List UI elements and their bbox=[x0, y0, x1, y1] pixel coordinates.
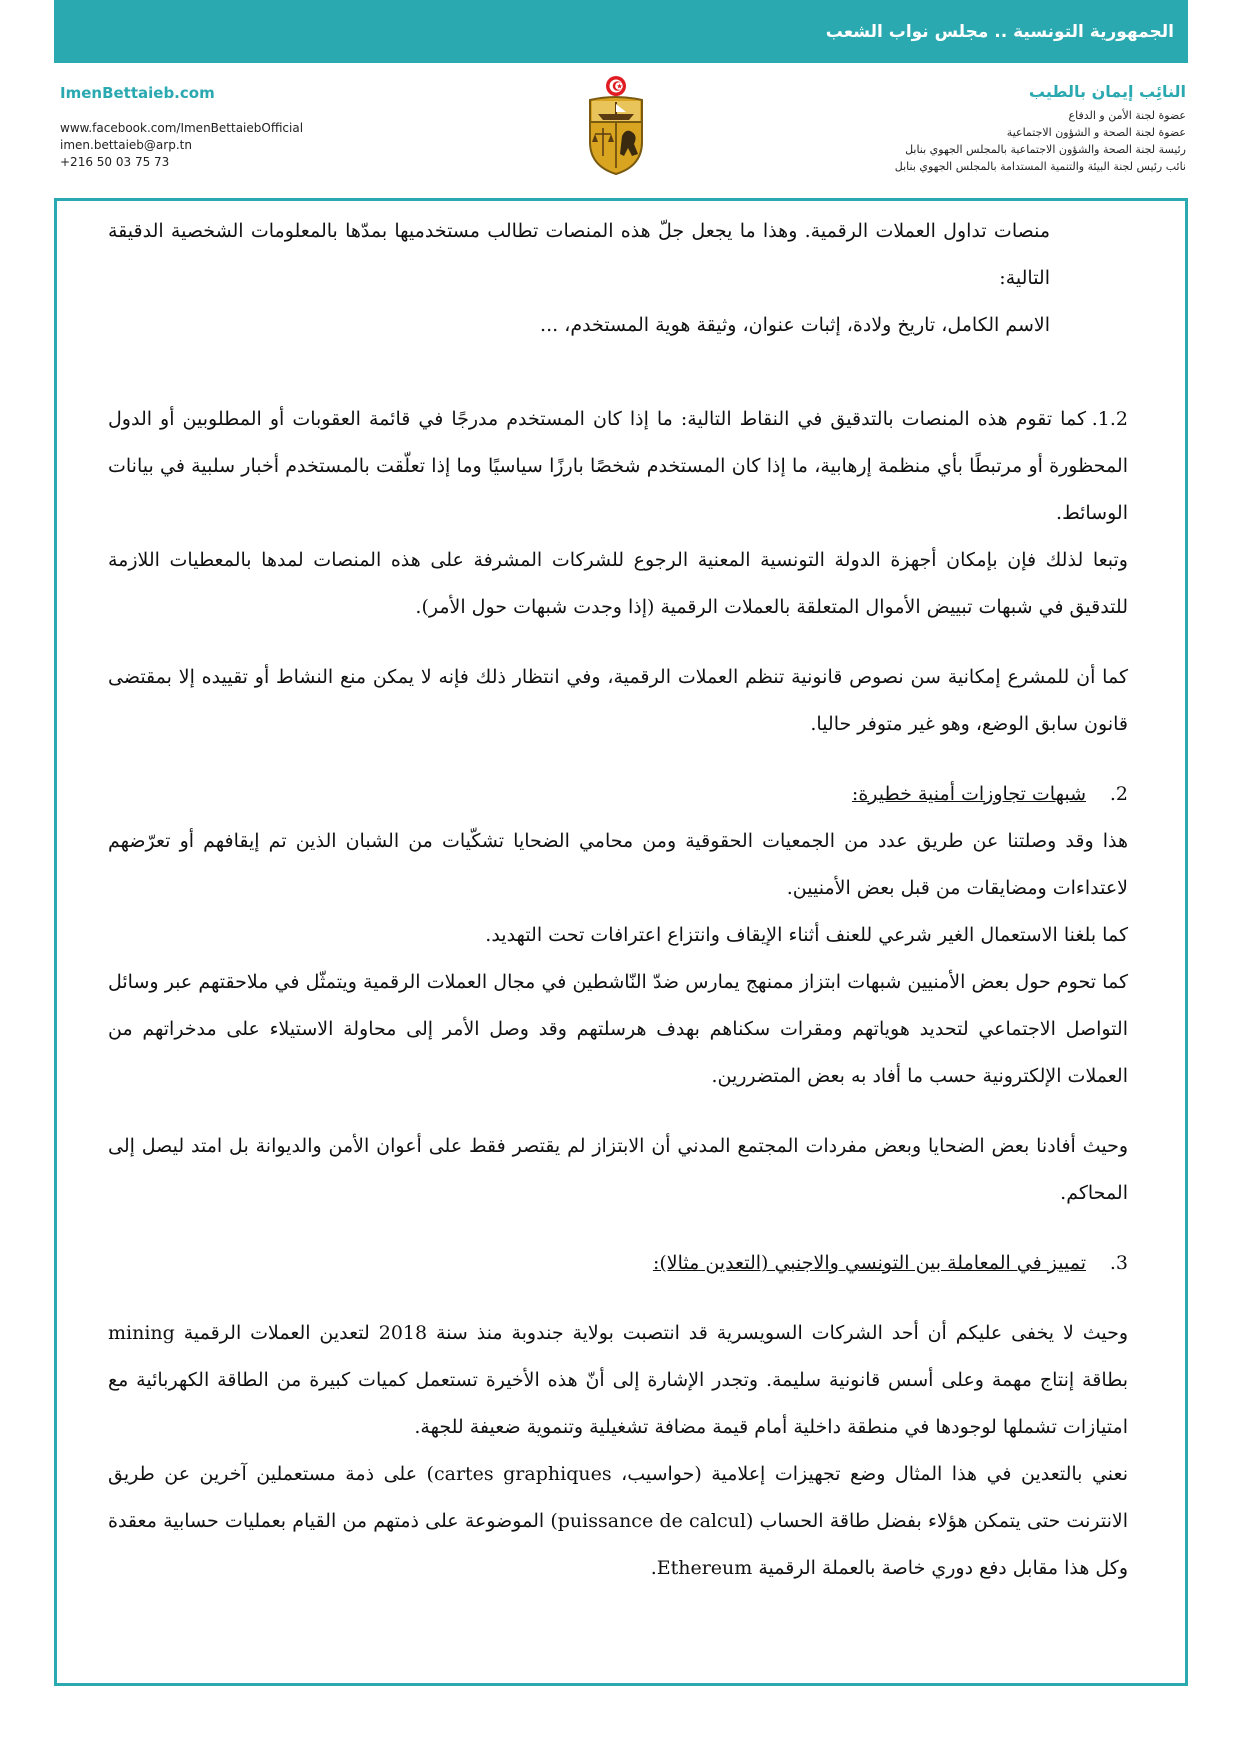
section-title: تمييز في المعاملة بين التونسي والاجنبي (التعدين مثالا): bbox=[652, 1252, 1086, 1274]
contact-block bbox=[60, 84, 420, 171]
deputy-block bbox=[746, 82, 1186, 175]
section-number: 2. bbox=[1109, 783, 1128, 805]
facebook-link[interactable]: www.facebook.com/ImenBettaiebOfficial bbox=[60, 121, 304, 135]
section-title: شبهات تجاوزات أمنية خطيرة: bbox=[851, 783, 1086, 805]
paragraph: الاسم الكامل، تاريخ ولادة، إثبات عنوان، وثيقة هوية المستخدم، ... bbox=[540, 314, 1050, 336]
tunisia-coat-of-arms-icon bbox=[584, 74, 648, 178]
deputy-role: نائب رئيس لجنة البيئة والتنمية المستدامة بالمجلس الجهوي بنابل bbox=[894, 160, 1186, 173]
paragraph: وحيث أفادنا بعض الضحايا وبعض مفردات المجتمع المدني أن الابتزاز لم يقتصر فقط على أعوان الأمن والديوانة بل امتد ليصل إلى المحاكم. bbox=[108, 1135, 1128, 1204]
deputy-name: النائِب إيمان بالطيب bbox=[1028, 82, 1186, 101]
section-number: 3. bbox=[1109, 1252, 1128, 1274]
paragraph: وتبعا لذلك فإن بإمكان أجهزة الدولة التونسية المعنية الرجوع للشركات المشرفة على هذه المنصات لمدها بالمعطيات اللازمة للتدقيق في شبهات تبييض الأموال المتعلقة بالعملات الرقمية (إذا وجدت شبهات حول الأمر). bbox=[108, 549, 1128, 618]
numbered-item bbox=[108, 396, 1128, 537]
deputy-role: رئيسة لجنة الصحة والشؤون الاجتماعية بالمجلس الجهوي بنابل bbox=[905, 143, 1186, 156]
banner-text: الجمهورية التونسية .. مجلس نواب الشعب bbox=[825, 21, 1174, 42]
paragraph: هذا وقد وصلتنا عن طريق عدد من الجمعيات الحقوقية ومن محامي الضحايا تشكّيات من الشبان الذين تم إيقافهم أو تعرّضهم لاعتداءات ومضايقات من قبل بعض الأمنيين. bbox=[108, 830, 1128, 899]
paragraph: كما تحوم حول بعض الأمنيين شبهات ابتزاز ممنهج يمارس ضدّ النّاشطين في مجال العملات الرقمية ويتمثّل في ملاحقتهم عبر وسائل التواصل الاجتماعي لتحديد هوياتهم ومقرات سكناهم بهدف هرسلتهم وقد وصل الأمر إلى محاولة الاستيلاء على مدخراتهم من العملات الإلكترونية حسب ما أفاد به بعض المتضررين. bbox=[108, 971, 1128, 1087]
paragraph: كما أن للمشرع إمكانية سن نصوص قانونية تنظم العملات الرقمية، وفي انتظار ذلك فإنه لا يمكن منع النشاط أو تقييده إلا بمقتضى قانون سابق الوضع، وهو غير متوفر حاليا. bbox=[108, 666, 1128, 735]
section-heading bbox=[108, 1240, 1128, 1287]
deputy-role: عضوة لجنة الأمن و الدفاع bbox=[1068, 109, 1186, 122]
paragraph: وحيث لا يخفى عليكم أن أحد الشركات السويسرية قد انتصبت بولاية جندوبة منذ سنة 2018 لتعدين العملات الرقمية mining بطاقة إنتاج مهمة وعلى أسس قانونية سليمة. وتجدر الإشارة إلى أنّ هذه الأخيرة تستعمل كميات كبيرة من الطاقة الكهربائية مع امتيازات تشملها لوجودها في منطقة داخلية أمام قيمة مضافة تشغيلية وتنموية ضعيفة للجهة. bbox=[108, 1322, 1128, 1438]
item-text: كما تقوم هذه المنصات بالتدقيق في النقاط التالية: ما إذا كان المستخدم مدرجًا في قائمة العقوبات أو المطلوبين أو الدول المحظورة أو مرتبطًا بأي منظمة إرهابية، ما إذا كان المستخدم شخصًا بارزًا سياسيًا وما إذا تعلّقت بالمستخدم أخبار سلبية في بيانات الوسائط. bbox=[108, 408, 1129, 524]
item-number: 1.2. bbox=[1091, 408, 1128, 430]
header-banner bbox=[54, 0, 1188, 63]
deputy-role: عضوة لجنة الصحة و الشؤون الاجتماعية bbox=[1006, 126, 1186, 139]
email-link[interactable]: imen.bettaieb@arp.tn bbox=[60, 138, 192, 152]
paragraph: نعني بالتعدين في هذا المثال وضع تجهيزات إعلامية (حواسيب، cartes graphiques) على ذمة مستعملين آخرين عن طريق الانترنت حتى يتمكن هؤلاء بفضل طاقة الحساب (puissance de calcul) الموضوعة على ذمتهم من القيام بعمليات حسابية معقدة وكل هذا مقابل دفع دوري خاصة بالعملة الرقمية Ethereum. bbox=[108, 1463, 1128, 1579]
paragraph: منصات تداول العملات الرقمية. وهذا ما يجعل جلّ هذه المنصات تطالب مستخدميها بمدّها بالمعلومات الشخصية الدقيقة التالية: bbox=[108, 220, 1050, 289]
document-body bbox=[108, 208, 1128, 1592]
paragraph: كما بلغنا الاستعمال الغير شرعي للعنف أثناء الإيقاف وانتزاع اعترافات تحت التهديد. bbox=[485, 924, 1128, 946]
section-heading bbox=[108, 771, 1128, 818]
website-link[interactable]: ImenBettaieb.com bbox=[60, 84, 215, 102]
phone-number: +216 50 03 75 73 bbox=[60, 155, 170, 169]
